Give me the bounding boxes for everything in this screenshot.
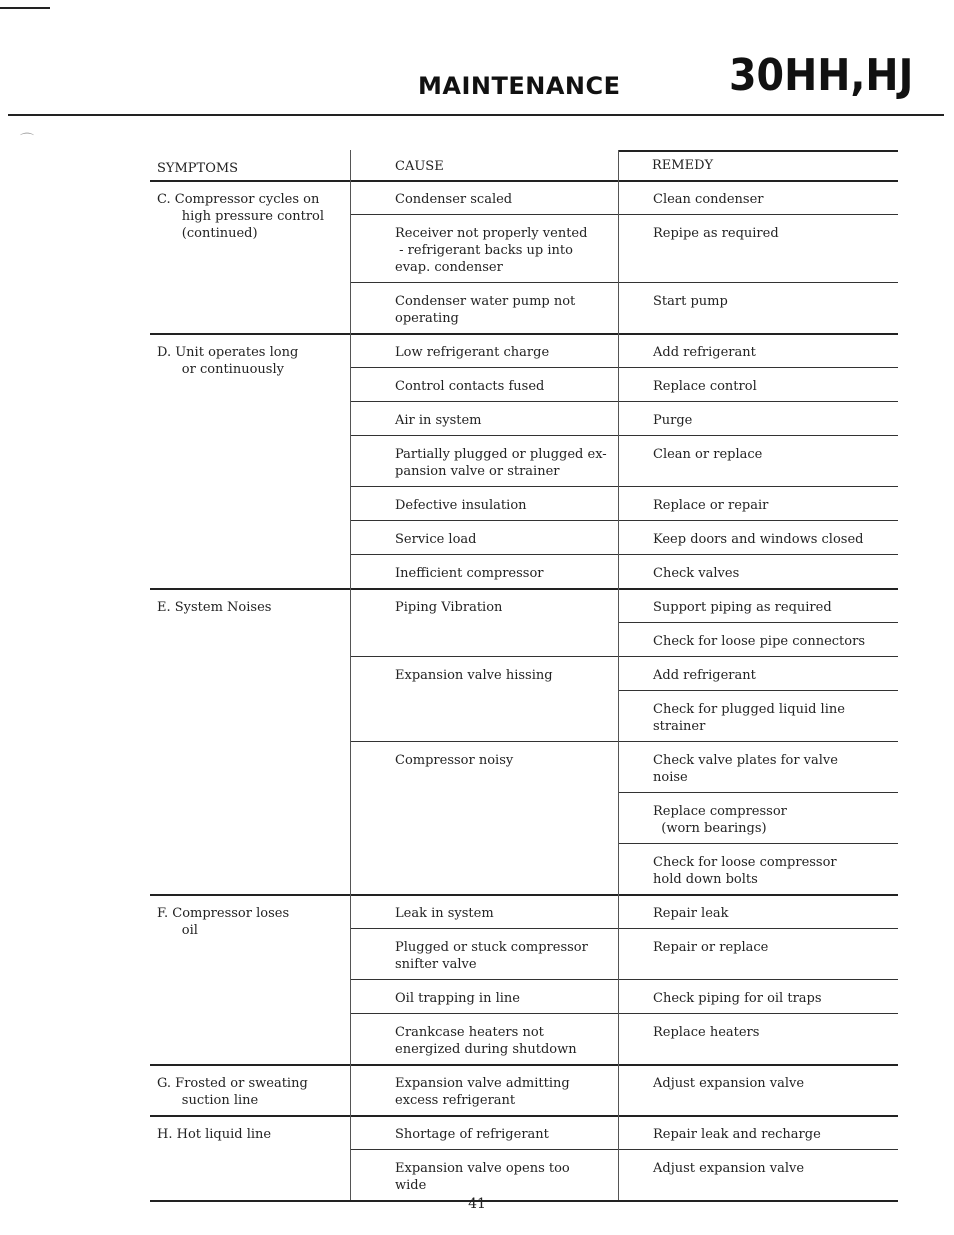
remedy-cell: Adjust expansion valve [653, 1161, 805, 1176]
cause-cell: Service load [395, 532, 477, 547]
column-header-remedy: REMEDY [652, 158, 714, 173]
cause-cell: Compressor noisy [395, 753, 514, 768]
cause-cell: Crankcase heaters not energized during shutdown [395, 1025, 577, 1057]
remedy-cell: Repair or replace [653, 940, 769, 955]
row-divider [350, 214, 898, 215]
cause-cell: Partially plugged or plugged ex- pansion valve or strainer [395, 447, 607, 479]
remedy-cell: Replace compressor (worn bearings) [653, 804, 787, 836]
group-rule [150, 588, 898, 590]
remedy-cell: Adjust expansion valve [653, 1076, 805, 1091]
column-divider-cause-remedy [618, 150, 619, 1200]
header-top-rule [618, 150, 898, 152]
symptom-cell: H. Hot liquid line [157, 1127, 272, 1142]
remedy-cell: Clean condenser [653, 192, 764, 207]
row-divider [350, 979, 898, 980]
remedy-cell: Repair leak and recharge [653, 1127, 821, 1142]
remedy-cell: Check for loose pipe connectors [653, 634, 865, 649]
row-divider [350, 520, 898, 521]
cause-cell: Plugged or stuck compressor snifter valve [395, 940, 588, 972]
remedy-cell: Repair leak [653, 906, 729, 921]
remedy-cell: Clean or replace [653, 447, 763, 462]
row-divider [350, 435, 898, 436]
row-divider [350, 282, 898, 283]
model-title: 30HH,HJ [729, 50, 914, 101]
cause-cell: Defective insulation [395, 498, 527, 513]
remedy-cell: Purge [653, 413, 693, 428]
remedy-cell: Support piping as required [653, 600, 832, 615]
group-rule [150, 333, 898, 335]
cause-cell: Expansion valve opens too wide [395, 1161, 570, 1193]
scan-mark-icon: ⌒ [20, 133, 34, 149]
cause-cell: Expansion valve hissing [395, 668, 553, 683]
column-header-symptoms: SYMPTOMS [157, 161, 239, 176]
section-title: MAINTENANCE [418, 72, 621, 100]
remedy-cell: Repipe as required [653, 226, 779, 241]
remedy-cell: Check for loose compressor hold down bolts [653, 855, 837, 887]
symptom-cell: D. Unit operates long or continuously [157, 345, 299, 377]
remedy-cell: Check valve plates for valve noise [653, 753, 838, 785]
column-divider-symptoms-cause [350, 150, 351, 1200]
row-divider [350, 367, 898, 368]
row-divider [350, 554, 898, 555]
header-bottom-rule [150, 180, 898, 182]
cause-cell: Control contacts fused [395, 379, 545, 394]
column-header-cause: CAUSE [395, 159, 444, 174]
symptom-cell: E. System Noises [157, 600, 272, 615]
symptom-cell: C. Compressor cycles on high pressure control (continued) [157, 192, 325, 241]
cause-cell: Shortage of refrigerant [395, 1127, 549, 1142]
cause-cell: Receiver not properly vented - refrigerant backs up into evap. condenser [395, 226, 588, 275]
symptom-cell: F. Compressor loses oil [157, 906, 290, 938]
remedy-cell: Check valves [653, 566, 740, 581]
remedy-cell: Start pump [653, 294, 728, 309]
cause-cell: Oil trapping in line [395, 991, 520, 1006]
row-divider [350, 741, 898, 742]
remedy-divider [618, 843, 898, 844]
row-divider [350, 656, 898, 657]
row-divider [350, 401, 898, 402]
group-rule [150, 1064, 898, 1066]
remedy-cell: Keep doors and windows closed [653, 532, 864, 547]
cause-cell: Inefficient compressor [395, 566, 544, 581]
cause-cell: Condenser water pump not operating [395, 294, 576, 326]
row-divider [350, 1149, 898, 1150]
remedy-divider [618, 690, 898, 691]
cause-cell: Condenser scaled [395, 192, 513, 207]
remedy-divider [618, 792, 898, 793]
remedy-cell: Add refrigerant [653, 345, 756, 360]
remedy-cell: Check piping for oil traps [653, 991, 822, 1006]
page-number: 41 [468, 1196, 486, 1212]
symptom-cell: G. Frosted or sweating suction line [157, 1076, 308, 1108]
row-divider [350, 486, 898, 487]
group-rule [150, 894, 898, 896]
remedy-divider [618, 622, 898, 623]
row-divider [350, 1013, 898, 1014]
remedy-cell: Replace control [653, 379, 757, 394]
cause-cell: Low refrigerant charge [395, 345, 550, 360]
remedy-cell: Replace or repair [653, 498, 769, 513]
remedy-cell: Replace heaters [653, 1025, 760, 1040]
remedy-cell: Add refrigerant [653, 668, 756, 683]
cause-cell: Expansion valve admitting excess refrigerant [395, 1076, 570, 1108]
cause-cell: Leak in system [395, 906, 494, 921]
cause-cell: Air in system [395, 413, 482, 428]
remedy-cell: Check for plugged liquid line strainer [653, 702, 845, 734]
cause-cell: Piping Vibration [395, 600, 503, 615]
row-divider [350, 928, 898, 929]
group-rule [150, 1115, 898, 1117]
